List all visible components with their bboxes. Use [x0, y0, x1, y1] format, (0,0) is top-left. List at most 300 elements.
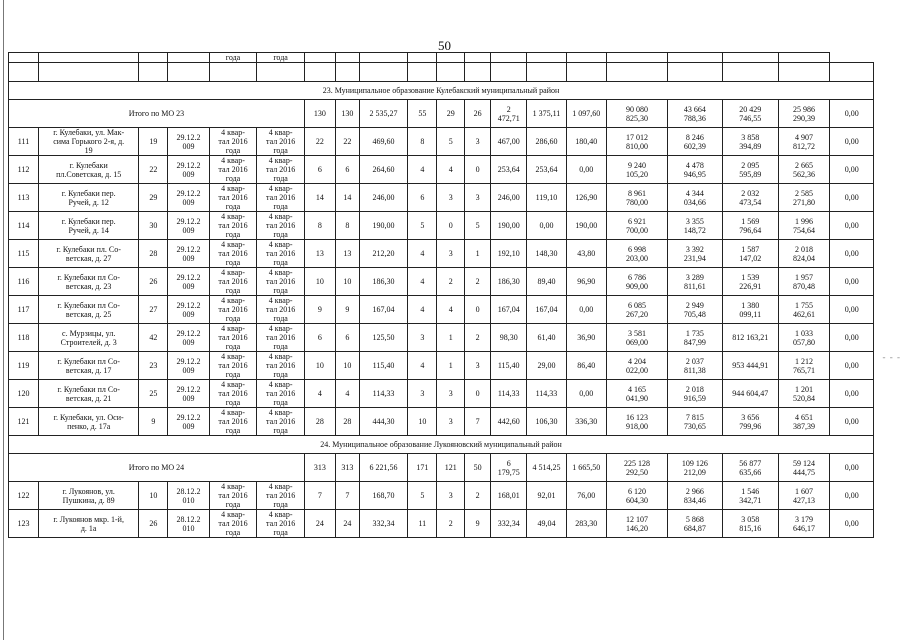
build-year-cell: 9	[139, 408, 168, 436]
value-cell: 0	[465, 380, 491, 408]
table-row	[9, 352, 874, 380]
value-cell: 192,10	[491, 240, 527, 268]
value-cell: 0,00	[566, 156, 606, 184]
value-cell: 86,40	[566, 352, 606, 380]
value-cell: 6 120 604,30	[606, 482, 667, 510]
value-cell: 2 949 705,48	[667, 296, 722, 324]
value-cell: 1	[437, 352, 465, 380]
header-cell	[465, 53, 491, 63]
total-value-cell: 0,00	[830, 100, 874, 128]
value-cell: 2 018 824,04	[778, 240, 830, 268]
value-cell: 6 998 203,00	[606, 240, 667, 268]
value-cell: 3	[465, 352, 491, 380]
table-row	[9, 408, 874, 436]
row-number: 118	[9, 324, 39, 352]
value-cell: 1	[465, 240, 491, 268]
value-cell: 5	[408, 212, 437, 240]
header-cell	[566, 53, 606, 63]
value-cell: 17 012 810,00	[606, 128, 667, 156]
deadline-cell: 4 квар- тал 2016 года	[209, 240, 257, 268]
value-cell: 3	[465, 184, 491, 212]
deadline-cell: 4 квар- тал 2016 года	[209, 128, 257, 156]
value-cell: 332,34	[491, 510, 527, 538]
row-number: 122	[9, 482, 39, 510]
address-cell: г. Кулебаки пл Со- ветская, д. 23	[39, 268, 139, 296]
deadline-cell: 4 квар- тал 2016 года	[209, 324, 257, 352]
value-cell: 1 587 147,02	[722, 240, 778, 268]
value-cell: 1 380 099,11	[722, 296, 778, 324]
value-cell: 8	[335, 212, 359, 240]
total-value-cell: 2 535,27	[359, 100, 408, 128]
value-cell: 2 037 811,38	[667, 352, 722, 380]
value-cell: 10	[335, 352, 359, 380]
value-cell: 5	[408, 482, 437, 510]
header-cell	[437, 53, 465, 63]
date-cell: 29.12.2 009	[168, 184, 209, 212]
table-row	[9, 128, 874, 156]
row-number: 117	[9, 296, 39, 324]
spacer-cell	[465, 63, 491, 82]
value-cell: 3 858 394,89	[722, 128, 778, 156]
deadline-cell: 4 квар- тал 2016 года	[257, 184, 305, 212]
spacer-cell	[359, 63, 408, 82]
build-year-cell: 27	[139, 296, 168, 324]
value-cell: 0,00	[566, 380, 606, 408]
value-cell: 1 607 427,13	[778, 482, 830, 510]
spacer-row	[9, 63, 874, 82]
total-value-cell: 313	[335, 454, 359, 482]
value-cell: 944 604,47	[722, 380, 778, 408]
row-number: 119	[9, 352, 39, 380]
build-year-cell: 22	[139, 156, 168, 184]
value-cell: 212,20	[359, 240, 408, 268]
value-cell: 114,33	[491, 380, 527, 408]
value-cell: 246,00	[359, 184, 408, 212]
value-cell: 106,30	[527, 408, 566, 436]
value-cell: 2	[437, 268, 465, 296]
date-cell: 28.12.2 010	[168, 510, 209, 538]
value-cell: 332,34	[359, 510, 408, 538]
value-cell: 9	[335, 296, 359, 324]
address-cell: г. Лукоянов мкр. 1-й, д. 1а	[39, 510, 139, 538]
spacer-cell	[722, 63, 778, 82]
spacer-cell	[778, 63, 830, 82]
build-year-cell: 30	[139, 212, 168, 240]
total-value-cell: 121	[437, 454, 465, 482]
total-value-cell: 225 128 292,50	[606, 454, 667, 482]
value-cell: 0,00	[830, 296, 874, 324]
header-continuation-row	[9, 53, 874, 63]
row-number: 123	[9, 510, 39, 538]
value-cell: 3	[437, 240, 465, 268]
value-cell: 1 201 520,84	[778, 380, 830, 408]
row-number: 113	[9, 184, 39, 212]
deadline-cell: 4 квар- тал 2016 года	[209, 352, 257, 380]
value-cell: 4	[408, 268, 437, 296]
table-row	[9, 156, 874, 184]
value-cell: 2 966 834,46	[667, 482, 722, 510]
value-cell: 4 907 812,72	[778, 128, 830, 156]
value-cell: 29,00	[527, 352, 566, 380]
value-cell: 0,00	[830, 128, 874, 156]
value-cell: 2 665 562,36	[778, 156, 830, 184]
value-cell: 8 246 602,39	[667, 128, 722, 156]
value-cell: 0,00	[566, 296, 606, 324]
value-cell: 0	[465, 156, 491, 184]
value-cell: 148,30	[527, 240, 566, 268]
date-cell: 29.12.2 009	[168, 296, 209, 324]
build-year-cell: 10	[139, 482, 168, 510]
value-cell: 16 123 918,00	[606, 408, 667, 436]
value-cell: 1 546 342,71	[722, 482, 778, 510]
spacer-cell	[39, 63, 139, 82]
header-cell	[359, 53, 408, 63]
value-cell: 49,04	[527, 510, 566, 538]
value-cell: 0	[437, 212, 465, 240]
value-cell: 4	[304, 380, 335, 408]
total-label: Итого по МО 23	[9, 100, 305, 128]
value-cell: 7	[465, 408, 491, 436]
page-edge-rule	[3, 0, 4, 640]
value-cell: 9 240 105,20	[606, 156, 667, 184]
header-cell	[9, 53, 39, 63]
total-value-cell: 55	[408, 100, 437, 128]
spacer-cell	[335, 63, 359, 82]
value-cell: 126,90	[566, 184, 606, 212]
value-cell: 92,01	[527, 482, 566, 510]
section-title-row	[9, 82, 874, 100]
value-cell: 190,00	[566, 212, 606, 240]
value-cell: 190,00	[491, 212, 527, 240]
address-cell: г. Кулебаки, ул. Мак- сима Горького 2-я, д. 19	[39, 128, 139, 156]
date-cell: 29.12.2 009	[168, 352, 209, 380]
value-cell: 3	[437, 184, 465, 212]
value-cell: 0,00	[830, 184, 874, 212]
value-cell: 98,30	[491, 324, 527, 352]
value-cell: 28	[304, 408, 335, 436]
table-row	[9, 324, 874, 352]
address-cell: г. Кулебаки пл Со- ветская, д. 17	[39, 352, 139, 380]
value-cell: 0,00	[830, 212, 874, 240]
value-cell: 6 921 700,00	[606, 212, 667, 240]
value-cell: 24	[335, 510, 359, 538]
table-row	[9, 268, 874, 296]
value-cell: 8	[408, 128, 437, 156]
value-cell: 1 033 057,80	[778, 324, 830, 352]
value-cell: 1 539 226,91	[722, 268, 778, 296]
value-cell: 10	[335, 268, 359, 296]
table-row	[9, 380, 874, 408]
address-cell: г. Кулебаки пер. Ручей, д. 12	[39, 184, 139, 212]
total-value-cell: 130	[304, 100, 335, 128]
value-cell: 9	[465, 510, 491, 538]
spacer-cell	[168, 63, 209, 82]
total-value-cell: 26	[465, 100, 491, 128]
value-cell: 0,00	[830, 352, 874, 380]
date-cell: 29.12.2 009	[168, 408, 209, 436]
date-cell: 28.12.2 010	[168, 482, 209, 510]
value-cell: 4 165 041,90	[606, 380, 667, 408]
value-cell: 186,30	[491, 268, 527, 296]
total-value-cell: 59 124 444,75	[778, 454, 830, 482]
value-cell: 336,30	[566, 408, 606, 436]
spacer-cell	[408, 63, 437, 82]
address-cell: г. Кулебаки пл Со- ветская, д. 25	[39, 296, 139, 324]
total-value-cell: 29	[437, 100, 465, 128]
value-cell: 283,30	[566, 510, 606, 538]
value-cell: 1 957 870,48	[778, 268, 830, 296]
value-cell: 4 651 387,39	[778, 408, 830, 436]
value-cell: 0,00	[830, 324, 874, 352]
header-cell	[527, 53, 566, 63]
build-year-cell: 25	[139, 380, 168, 408]
value-cell: 2 095 595,89	[722, 156, 778, 184]
row-number: 116	[9, 268, 39, 296]
deadline-cell: 4 квар- тал 2016 года	[209, 184, 257, 212]
value-cell: 36,90	[566, 324, 606, 352]
value-cell: 442,60	[491, 408, 527, 436]
header-cell	[139, 53, 168, 63]
row-number: 111	[9, 128, 39, 156]
value-cell: 6	[335, 324, 359, 352]
value-cell: 0	[465, 296, 491, 324]
value-cell: 14	[304, 184, 335, 212]
value-cell: 4	[408, 352, 437, 380]
build-year-cell: 26	[139, 268, 168, 296]
value-cell: 4	[408, 296, 437, 324]
total-value-cell: 313	[304, 454, 335, 482]
value-cell: 0,00	[830, 240, 874, 268]
value-cell: 3	[437, 408, 465, 436]
spacer-cell	[139, 63, 168, 82]
deadline-cell: 4 квар- тал 2016 года	[209, 268, 257, 296]
value-cell: 467,00	[491, 128, 527, 156]
value-cell: 3	[465, 128, 491, 156]
build-year-cell: 26	[139, 510, 168, 538]
value-cell: 6	[304, 324, 335, 352]
header-cell	[606, 53, 667, 63]
build-year-cell: 29	[139, 184, 168, 212]
total-label: Итого по МО 24	[9, 454, 305, 482]
deadline-cell: 4 квар- тал 2016 года	[209, 510, 257, 538]
value-cell: 0,00	[830, 482, 874, 510]
page-number: 50	[438, 38, 451, 53]
value-cell: 3	[437, 380, 465, 408]
header-cell	[667, 53, 722, 63]
table-row	[9, 184, 874, 212]
value-cell: 6 786 909,00	[606, 268, 667, 296]
total-value-cell: 56 877 635,66	[722, 454, 778, 482]
value-cell: 3	[408, 380, 437, 408]
value-cell: 89,40	[527, 268, 566, 296]
value-cell: 6	[408, 184, 437, 212]
header-cell	[304, 53, 335, 63]
value-cell: 2	[437, 510, 465, 538]
row-number: 114	[9, 212, 39, 240]
value-cell: 6 085 267,20	[606, 296, 667, 324]
total-value-cell: 50	[465, 454, 491, 482]
value-cell: 186,30	[359, 268, 408, 296]
value-cell: 0,00	[830, 156, 874, 184]
value-cell: 469,60	[359, 128, 408, 156]
deadline-cell: 4 квар- тал 2016 года	[209, 408, 257, 436]
value-cell: 13	[304, 240, 335, 268]
section-title: 23. Муниципальное образование Кулебакский муниципальный район	[9, 82, 874, 100]
spacer-cell	[667, 63, 722, 82]
spacer-cell	[257, 63, 305, 82]
value-cell: 10	[304, 268, 335, 296]
total-value-cell: 1 097,60	[566, 100, 606, 128]
deadline-cell: 4 квар- тал 2016 года	[257, 268, 305, 296]
deadline-cell: 4 квар- тал 2016 года	[257, 296, 305, 324]
value-cell: 5	[465, 212, 491, 240]
value-cell: 3 656 799,96	[722, 408, 778, 436]
value-cell: 14	[335, 184, 359, 212]
value-cell: 0,00	[830, 380, 874, 408]
table-row	[9, 296, 874, 324]
row-number: 115	[9, 240, 39, 268]
value-cell: 190,00	[359, 212, 408, 240]
date-cell: 29.12.2 009	[168, 268, 209, 296]
value-cell: 4 344 034,66	[667, 184, 722, 212]
value-cell: 246,00	[491, 184, 527, 212]
date-cell: 29.12.2 009	[168, 128, 209, 156]
value-cell: 1 755 462,61	[778, 296, 830, 324]
total-value-cell: 0,00	[830, 454, 874, 482]
date-cell: 29.12.2 009	[168, 324, 209, 352]
value-cell: 812 163,21	[722, 324, 778, 352]
total-value-cell: 4 514,25	[527, 454, 566, 482]
total-value-cell: 171	[408, 454, 437, 482]
section-total-row	[9, 454, 874, 482]
value-cell: 3 581 069,00	[606, 324, 667, 352]
section-total-row	[9, 100, 874, 128]
spacer-cell	[209, 63, 257, 82]
header-cell	[491, 53, 527, 63]
header-cell	[168, 53, 209, 63]
value-cell: 3 355 148,72	[667, 212, 722, 240]
total-value-cell: 20 429 746,55	[722, 100, 778, 128]
value-cell: 5	[437, 128, 465, 156]
header-cell	[778, 53, 830, 63]
spacer-cell	[437, 63, 465, 82]
total-value-cell: 109 126 212,09	[667, 454, 722, 482]
date-cell: 29.12.2 009	[168, 240, 209, 268]
table-row	[9, 482, 874, 510]
value-cell: 4	[437, 156, 465, 184]
value-cell: 22	[304, 128, 335, 156]
build-year-cell: 28	[139, 240, 168, 268]
value-cell: 2 032 473,54	[722, 184, 778, 212]
value-cell: 0,00	[830, 268, 874, 296]
value-cell: 2	[465, 324, 491, 352]
value-cell: 43,80	[566, 240, 606, 268]
value-cell: 3 289 811,61	[667, 268, 722, 296]
value-cell: 2	[465, 268, 491, 296]
value-cell: 1 735 847,99	[667, 324, 722, 352]
value-cell: 28	[335, 408, 359, 436]
row-number: 112	[9, 156, 39, 184]
spacer-cell	[9, 63, 39, 82]
row-number: 120	[9, 380, 39, 408]
value-cell: 2	[465, 482, 491, 510]
value-cell: 10	[408, 408, 437, 436]
value-cell: 114,33	[359, 380, 408, 408]
deadline-cell: 4 квар- тал 2016 года	[209, 380, 257, 408]
deadline-cell: 4 квар- тал 2016 года	[257, 128, 305, 156]
address-cell: г. Лукоянов, ул. Пушкина, д. 89	[39, 482, 139, 510]
value-cell: 286,60	[527, 128, 566, 156]
deadline-cell: 4 квар- тал 2016 года	[257, 482, 305, 510]
value-cell: 167,04	[527, 296, 566, 324]
deadline-cell: 4 квар- тал 2016 года	[257, 156, 305, 184]
value-cell: 24	[304, 510, 335, 538]
spacer-cell	[304, 63, 335, 82]
total-value-cell: 25 986 290,39	[778, 100, 830, 128]
value-cell: 1	[437, 324, 465, 352]
total-value-cell: 6 179,75	[491, 454, 527, 482]
spacer-cell	[491, 63, 527, 82]
value-cell: 115,40	[491, 352, 527, 380]
total-value-cell: 43 664 788,36	[667, 100, 722, 128]
value-cell: 2 585 271,80	[778, 184, 830, 212]
date-cell: 29.12.2 009	[168, 212, 209, 240]
build-year-cell: 42	[139, 324, 168, 352]
value-cell: 3 179 646,17	[778, 510, 830, 538]
deadline-cell: 4 квар- тал 2016 года	[209, 156, 257, 184]
deadline-cell: 4 квар- тал 2016 года	[257, 324, 305, 352]
build-year-cell: 19	[139, 128, 168, 156]
value-cell: 4	[408, 240, 437, 268]
total-value-cell: 1 665,50	[566, 454, 606, 482]
value-cell: 11	[408, 510, 437, 538]
spacer-cell	[606, 63, 667, 82]
deadline-cell: 4 квар- тал 2016 года	[257, 510, 305, 538]
value-cell: 22	[335, 128, 359, 156]
section-title-row	[9, 436, 874, 454]
table-row	[9, 240, 874, 268]
value-cell: 96,90	[566, 268, 606, 296]
value-cell: 3	[437, 482, 465, 510]
value-cell: 76,00	[566, 482, 606, 510]
row-number: 121	[9, 408, 39, 436]
address-cell: г. Кулебаки пл. Со- ветская, д. 27	[39, 240, 139, 268]
value-cell: 253,64	[527, 156, 566, 184]
value-cell: 119,10	[527, 184, 566, 212]
deadline-cell: 4 квар- тал 2016 года	[257, 408, 305, 436]
value-cell: 7 815 730,65	[667, 408, 722, 436]
address-cell: г. Кулебаки пер. Ручей, д. 14	[39, 212, 139, 240]
total-value-cell: 90 080 825,30	[606, 100, 667, 128]
value-cell: 4	[437, 296, 465, 324]
value-cell: 61,40	[527, 324, 566, 352]
value-cell: 168,70	[359, 482, 408, 510]
value-cell: 9	[304, 296, 335, 324]
value-cell: 4	[408, 156, 437, 184]
value-cell: 12 107 146,20	[606, 510, 667, 538]
value-cell: 1 212 765,71	[778, 352, 830, 380]
value-cell: 168,01	[491, 482, 527, 510]
value-cell: 7	[304, 482, 335, 510]
deadline-cell: 4 квар- тал 2016 года	[257, 240, 305, 268]
header-cell	[335, 53, 359, 63]
value-cell: 1 569 796,64	[722, 212, 778, 240]
value-cell: 10	[304, 352, 335, 380]
value-cell: 3	[408, 324, 437, 352]
value-cell: 13	[335, 240, 359, 268]
value-cell: 8 961 780,00	[606, 184, 667, 212]
date-cell: 29.12.2 009	[168, 156, 209, 184]
